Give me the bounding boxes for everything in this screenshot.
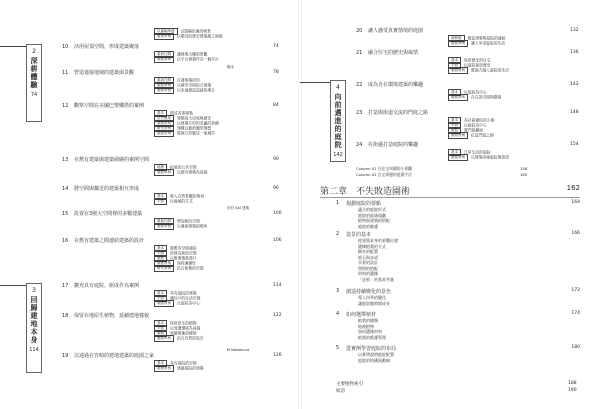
entry-page: 126: [273, 353, 282, 358]
entry-number: 20: [356, 28, 363, 34]
section-number: 4: [336, 311, 340, 317]
sub-text: 以建築串連庭院與街道: [471, 154, 509, 160]
sub-text: 將地方型變成一座城市: [177, 130, 215, 136]
sub-text: 以既有建築為前提: [177, 169, 208, 175]
entry-sub-item: [154, 223, 207, 231]
entry-sub-item: [154, 300, 200, 308]
sub-tag: 以篇幅串連: [154, 28, 178, 35]
entry-author: M Nakamura: [227, 348, 250, 352]
section-item: 如何選擇材料: [358, 329, 382, 334]
divider-rule: [0, 285, 26, 286]
entry-page: 90: [273, 157, 279, 162]
column-page: 158: [520, 166, 528, 171]
sub-text: 讓住戶的生活空間: [170, 295, 201, 301]
tab-title: 向前邁進的庭院: [334, 93, 342, 149]
sub-tag: 基本: [154, 360, 167, 367]
sub-text: 打通建築的形: [177, 77, 200, 83]
entry-title: 融合住宅的歷史與風情: [368, 50, 419, 56]
section-item: 植物與建築的搭配: [358, 218, 390, 223]
sub-tag: 重點實例: [448, 94, 468, 101]
entry-author: 橋本: [227, 65, 234, 69]
entry-page: 96: [273, 186, 279, 191]
section-title: 造景的基本: [346, 232, 372, 238]
sub-text: 以城市空間結合建築: [177, 82, 212, 88]
section-number: 2: [336, 231, 340, 237]
sub-tag: 研究實例: [154, 125, 174, 132]
sub-tag: 重點實例: [448, 154, 468, 161]
sub-tag: 基本: [448, 57, 461, 64]
sub-tag: 地理: [154, 164, 167, 171]
sub-text: 以地域的方式: [170, 198, 193, 204]
section-item: 照明的搭配: [358, 265, 378, 271]
entry-number: 19: [62, 353, 69, 359]
chapter-tab-3: [26, 283, 42, 373]
sub-tag: 基本: [154, 290, 167, 297]
chapter-rule: [320, 197, 580, 198]
entry-title: 讓人感受真實情境的庭園: [368, 28, 424, 34]
sub-tag: 研究實例: [154, 265, 174, 272]
sub-tag: 基本: [448, 149, 461, 156]
sub-text: 結合新舊的空間: [177, 265, 204, 271]
entry-title: 在舊有建築之間連結建築的設計: [74, 238, 145, 244]
sub-text: 以本地建造造就的場合: [177, 87, 215, 93]
section-item: 適合的庭院形式: [358, 207, 386, 212]
section-page: 166: [571, 231, 580, 236]
section-title: 規劃庭院的要點: [346, 201, 382, 207]
entry-title: 成為自在環境建築的樂趣: [368, 82, 424, 88]
sub-tag: 重新打開: [154, 218, 174, 225]
entry-number: 23: [356, 110, 363, 116]
entry-title: 設置在3層大空間裡的多數建築: [74, 211, 143, 217]
section-item: 水景的設計: [358, 260, 378, 265]
entry-sub-item: [448, 67, 509, 75]
entry-number: 22: [356, 82, 363, 88]
tab-page: 114: [29, 347, 39, 353]
sub-tag: 重點實例: [154, 260, 174, 267]
sub-tag: 重點實例: [154, 335, 174, 342]
sub-text: 具有庭院的建築: [170, 290, 197, 296]
entry-number: 15: [62, 211, 69, 217]
chapter-tab-2: [26, 44, 42, 122]
column-page: 160: [520, 172, 528, 177]
tab-title: 深耕體驗: [30, 57, 38, 89]
section-item: 庭院的區域規劃: [358, 212, 386, 218]
sub-text: 以周遭環境為前提: [170, 325, 201, 331]
section-title: 創造持續變化的景色: [346, 289, 392, 295]
sub-text: 以庭院為中心: [177, 300, 200, 306]
entry-number: 14: [62, 186, 69, 192]
sub-tag: 重新打開: [154, 51, 174, 58]
sub-text: 通過庭院的建築: [177, 365, 204, 371]
entry-title: 在街邊打造庭院的樂趣: [368, 142, 419, 148]
sub-tag: 重點實例: [154, 120, 174, 127]
section-number: 3: [336, 288, 340, 294]
sub-tag: 重點實例: [154, 300, 174, 307]
entry-number: 10: [62, 44, 69, 50]
section-number: 1: [336, 200, 340, 206]
entry-page: 142: [570, 82, 579, 87]
sub-text: 建構以藝術圖型理想: [177, 125, 212, 131]
entry-title: 將空間與鄰近的建築相互形成: [74, 186, 140, 192]
sub-tag: 基本: [154, 320, 167, 327]
sub-tag: 重點實例: [154, 87, 174, 94]
entry-sub-item: [154, 198, 193, 206]
sub-tag: 重點: [154, 330, 167, 337]
sub-text: 創造建築與庭院的連接: [467, 35, 506, 41]
section-page: 172: [571, 288, 580, 293]
sub-tag: 重點實例: [448, 132, 468, 139]
entry-sub-item: [154, 265, 204, 273]
entry-sub-item: [448, 94, 501, 102]
index-page: 188: [568, 381, 577, 386]
sub-text: 以庭院為中心: [464, 122, 487, 128]
sub-tag: 重點實例: [154, 365, 174, 372]
entry-page: 74: [273, 44, 279, 49]
entry-title: 營造連接地域的建築與景觀: [74, 70, 135, 76]
sub-tag: 基本: [154, 193, 167, 200]
entry-sub-item: [154, 87, 215, 95]
sub-tag: 重點: [448, 127, 461, 134]
sub-tag: 重點實例: [154, 169, 174, 176]
sub-tag: 基本: [154, 110, 167, 117]
sub-tag: 平面: [154, 250, 167, 257]
entry-page: 84: [273, 103, 279, 108]
chapter-heading: [320, 184, 580, 197]
entry-title: 活用屋頂空間，形成建築聚落: [74, 44, 140, 50]
sub-tag: 自然風景: [154, 115, 174, 122]
entry-number: 16: [62, 238, 69, 244]
section-page: 180: [571, 345, 580, 350]
section-item: 讓庭院隨時間成長: [358, 300, 390, 306]
afterword-page: 190: [568, 388, 577, 393]
afterword-link[interactable]: 結語: [336, 389, 345, 394]
entry-page: 154: [570, 142, 579, 147]
entry-page: 100: [273, 211, 282, 216]
entry-title: 擴充具有庭院、組成作為案例: [74, 283, 140, 289]
sub-text: 打造門庭之路: [471, 132, 494, 138]
sub-text: 將舊有空間連結: [170, 245, 197, 251]
sub-tag: 平面: [154, 295, 167, 302]
entry-sub-item: [154, 33, 223, 41]
sub-text: 以篇幅串連的場景: [180, 28, 211, 34]
divider-rule: [0, 46, 26, 47]
entry-page: 106: [273, 238, 282, 243]
sub-text: 改建為新的空間: [170, 250, 197, 256]
sub-tag: 重點實例: [154, 82, 174, 89]
section-item: 庭石與步道: [358, 254, 378, 260]
sub-text: 延續建地的樣貌: [170, 330, 197, 336]
section-title: 如何選擇植材: [346, 312, 377, 318]
sub-text: 以連接建築的場所: [177, 223, 208, 229]
entry-title: 保留在地原生植物，延續建地樣貌: [74, 313, 150, 319]
section-item: 地被植物: [358, 323, 374, 329]
sub-tag: 重新打開: [154, 77, 174, 84]
sub-text: 將地方融入庭院的生活: [471, 67, 509, 73]
section-item: 以實例說明庭院配置: [358, 352, 394, 357]
entry-page: 148: [570, 110, 579, 115]
chapter-title: 第二章 不失敗造園術: [320, 187, 411, 197]
entry-number: 17: [62, 283, 69, 289]
section-number: 5: [336, 345, 340, 351]
entry-sub-item: [154, 130, 215, 138]
entry-sub-item: [154, 335, 204, 343]
sub-tag: 重點實例: [154, 223, 174, 230]
tab-number: 3: [32, 287, 36, 294]
divider-rule: [300, 82, 330, 83]
entry-sub-item: [448, 154, 509, 162]
entry-title: 以通過在宮崎的建地建築的庭園之家: [74, 353, 155, 359]
sub-text: 具有庭院的空間: [170, 360, 197, 366]
sub-text: 為社區連結的小路: [464, 117, 495, 123]
sub-tag: 平面: [448, 62, 461, 69]
sub-text: 自在的空間與環境: [471, 94, 502, 100]
entry-title: 打造與街道交流的門庭之路: [368, 110, 429, 116]
column-title: Column 02 住宅周邊的庭園手法: [356, 172, 412, 177]
sub-tag: 重點實例: [448, 40, 468, 47]
section-item: 材料的選擇: [358, 271, 378, 276]
sub-text: 讓人享受庭院的生活: [471, 40, 506, 46]
entry-sub-item: [154, 365, 204, 373]
sub-text: 日常生活的庭院: [464, 149, 491, 155]
tab-page: 74: [30, 92, 38, 98]
entry-page: 122: [273, 313, 282, 318]
sub-tag: 平面: [154, 325, 167, 332]
entry-title: 在舊有建築與建築圍繞的案例空間: [74, 157, 150, 163]
section-item: 從建築本身的景觀出發: [358, 238, 398, 243]
sub-text: 保留歷史的住宅: [464, 57, 491, 63]
sub-tag: 重點實例: [448, 67, 468, 74]
sub-text: 以鄰近的歷史建築風土地貌: [177, 33, 223, 39]
entry-number: 12: [62, 103, 69, 109]
sub-text: 導入自然景觀的佈局: [170, 193, 205, 199]
sub-tag: 平面: [448, 122, 461, 129]
entry-sub-item: [448, 132, 494, 140]
sub-text: 以庭院為中心: [464, 89, 487, 95]
section-item: 「造景」的基本考量: [358, 276, 394, 282]
index-link[interactable]: 主要植物索引: [336, 382, 363, 387]
column-title: Column 01 在住宅周圍的小景觀: [356, 166, 412, 171]
section-item: 植栽的維護管理: [358, 334, 386, 340]
sub-text: 以建築方形的美麗的延續: [177, 120, 219, 126]
section-title: 從實例學習庭院的布局: [346, 346, 397, 352]
entry-number: 21: [356, 50, 363, 56]
entry-sub-item: [154, 169, 207, 177]
sub-tag: 基本: [154, 245, 167, 252]
entry-author: 田村 SAI 建築: [227, 206, 249, 210]
section-page: 174: [571, 311, 580, 316]
entry-page: 132: [570, 28, 579, 33]
entry-page: 114: [273, 283, 282, 288]
sub-tag: 新開窗: [448, 35, 465, 42]
entry-number: 13: [62, 157, 69, 163]
section-page: 164: [571, 200, 580, 205]
entry-number: 24: [356, 142, 363, 148]
chapter-page: 162: [566, 184, 580, 192]
entry-title: 觀察空間在美國巴黎鐵塔的案例: [74, 103, 145, 109]
tab-page: 142: [333, 152, 343, 158]
entry-number: 11: [62, 70, 69, 76]
sub-tag: 基本: [448, 89, 461, 96]
chapter-tab-4: [330, 80, 346, 162]
sub-text: 保留原生的植物: [170, 320, 197, 326]
section-item: 植栽的種類: [358, 318, 378, 323]
right-page: [300, 0, 600, 409]
section-item: 選擇植栽的方式: [358, 243, 386, 249]
sub-tag: 重點實例: [154, 130, 174, 137]
column-entry[interactable]: [356, 172, 412, 178]
entry-sub-item: [448, 40, 505, 48]
sub-text: 保持連續性: [177, 260, 196, 266]
tab-number: 4: [336, 84, 340, 91]
tab-title: 回歸建地本身: [30, 296, 38, 344]
sub-text: 結合自然的設計: [177, 335, 204, 341]
sub-tag: 重點實例: [154, 56, 174, 63]
sub-tag: 重要實例: [154, 33, 174, 40]
sub-text: 增加新的空間: [177, 218, 200, 224]
sub-text: 以平台建築作為一個平台: [177, 56, 219, 62]
entry-page: 78: [273, 70, 279, 75]
sub-text: 將門庭擴展: [464, 127, 483, 133]
sub-text: 拓展的公共空間: [170, 164, 197, 170]
entry-page: 136: [570, 50, 579, 55]
sub-tag: 平面: [154, 198, 167, 205]
section-item: 庭院的結構與動線: [358, 357, 390, 363]
section-item: 導入四季的變化: [358, 295, 386, 300]
sub-tag: 重點: [154, 255, 167, 262]
entry-number: 18: [62, 313, 69, 319]
sub-text: 讓建築大樓的景觀: [177, 51, 208, 57]
sub-text: 建築的大房屋與歷史: [177, 115, 212, 121]
entry-sub-item: [154, 56, 219, 64]
sub-text: 以庭院保留歷史: [464, 62, 491, 68]
section-item: 庭院的維護: [358, 223, 378, 229]
sub-text: 以舊建築來進行: [170, 255, 197, 261]
section-item: 樹木的配置: [358, 249, 378, 254]
tab-number: 2: [32, 48, 36, 55]
sub-tag: 基本: [448, 117, 461, 124]
sub-text: 描述各項建築: [170, 110, 193, 116]
